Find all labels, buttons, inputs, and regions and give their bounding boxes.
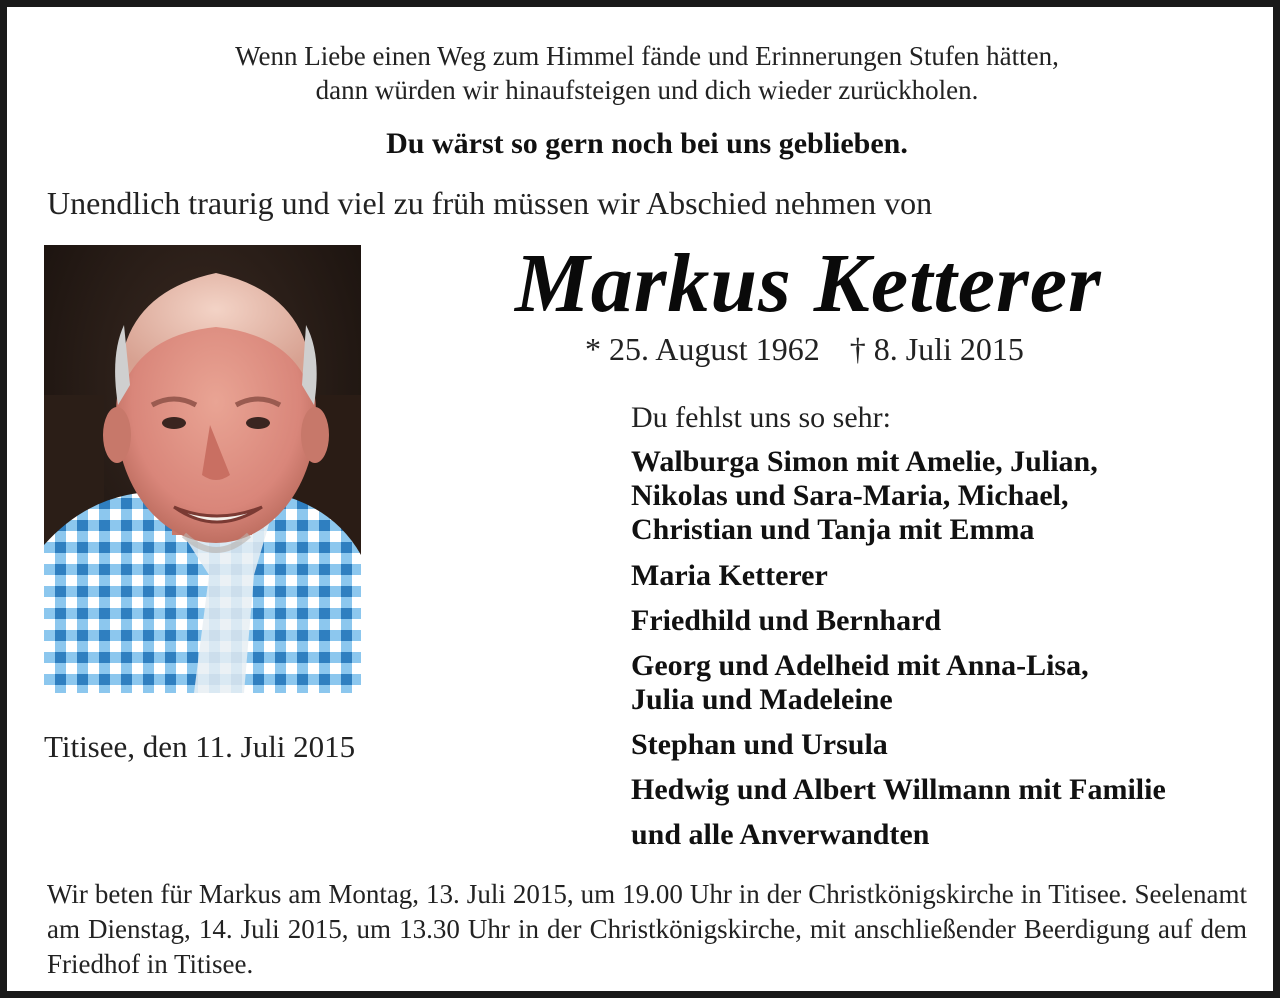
mourner-line: Hedwig und Albert Willmann mit Familie [631, 773, 1166, 806]
mourner-line: und alle Anverwandten [631, 818, 930, 851]
mourner-line: Friedhild und Bernhard [631, 604, 942, 637]
life-dates [585, 331, 1024, 368]
mourner-line: Nikolas und Sara-Maria, Michael, [631, 479, 1069, 512]
mourner-line: Georg und Adelheid mit Anna-Lisa, [631, 649, 1089, 682]
place-and-date: Titisee, den 11. Juli 2015 [44, 729, 356, 764]
mourner-line: Stephan und Ursula [631, 728, 888, 761]
service-notice: Wir beten für Markus am Montag, 13. Juli 2015, um 19.00 Uhr in der Christkönigskirche in Titisee. Seelenamt am Dienstag, 14. Juli 2015, um 13.30 Uhr in der Christkönigskirche, mit anschließender Beerdigung auf dem Friedhof in Titisee. [47, 879, 1247, 979]
mourners-list [631, 445, 1166, 852]
intro-text: Unendlich traurig und viel zu früh müssen wir Abschied nehmen von [47, 185, 933, 221]
mourner-line: Julia und Madeleine [631, 683, 893, 716]
motto: Du wärst so gern noch bei uns geblieben. [386, 127, 908, 160]
quote-line-1: Wenn Liebe einen Weg zum Himmel fände und Erinnerungen Stufen hätten, [235, 41, 1059, 71]
portrait-photo [44, 245, 361, 693]
mourner-line: Maria Ketterer [631, 559, 828, 592]
mourner-line: Walburga Simon mit Amelie, Julian, [631, 445, 1098, 478]
deceased-name: Markus Ketterer [515, 237, 1102, 330]
death-date: † 8. Juli 2015 [849, 331, 1024, 367]
mourner-line: Christian und Tanja mit Emma [631, 513, 1035, 546]
mourners-heading: Du fehlst uns so sehr: [631, 401, 891, 434]
birth-date: * 25. August 1962 [585, 331, 820, 367]
quote-line-2: dann würden wir hinaufsteigen und dich wieder zurückholen. [315, 75, 979, 105]
